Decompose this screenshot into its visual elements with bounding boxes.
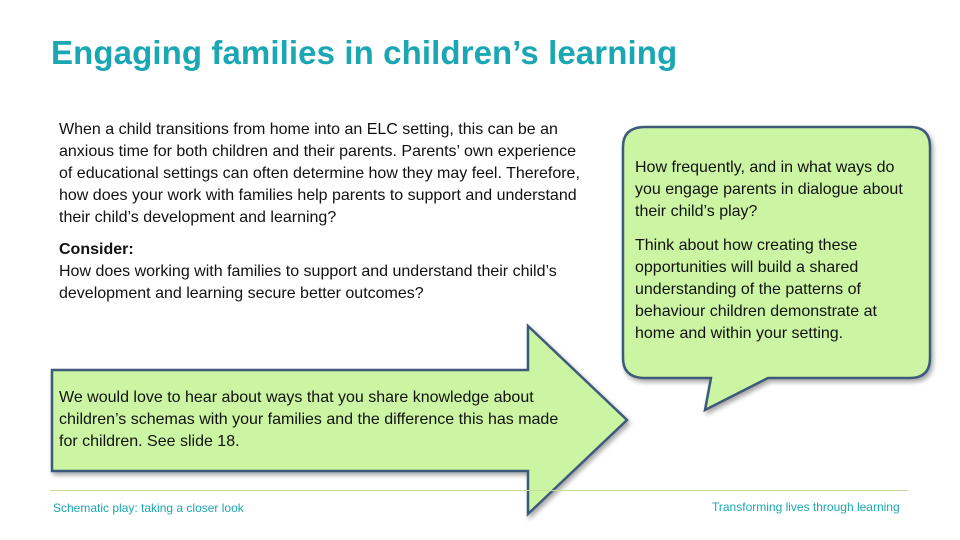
arrow-text: We would love to hear about ways that you share knowledge about children’s schemas with your families and the difference this has made for children. See slide 18. bbox=[59, 389, 559, 450]
callout-prompt: Think about how creating these opportunities will build a shared understanding of the patterns of behaviour children demonstrate at home and within your setting. bbox=[635, 237, 877, 342]
consider-heading: Consider: bbox=[59, 241, 134, 258]
speech-bubble-text bbox=[635, 157, 920, 345]
footer-divider bbox=[50, 490, 908, 491]
callout-question: How frequently, and in what ways do you engage parents in dialogue about their child’s play? bbox=[635, 159, 903, 220]
slide-title: Engaging families in children’s learning bbox=[51, 34, 678, 71]
footer-left-text: Schematic play: taking a closer look bbox=[53, 501, 244, 515]
intro-paragraph: When a child transitions from home into an ELC setting, this can be an anxious time for both children and their parents. Parents’ own experience of educational settings can often determine how they may feel. Therefore, how does your work with families help parents to support and understand their child’s development and learning? bbox=[59, 121, 580, 226]
consider-text: How does working with families to support and understand their child’s development and learning secure better outcomes? bbox=[59, 263, 557, 302]
footer-right-text: Transforming lives through learning bbox=[712, 500, 900, 514]
